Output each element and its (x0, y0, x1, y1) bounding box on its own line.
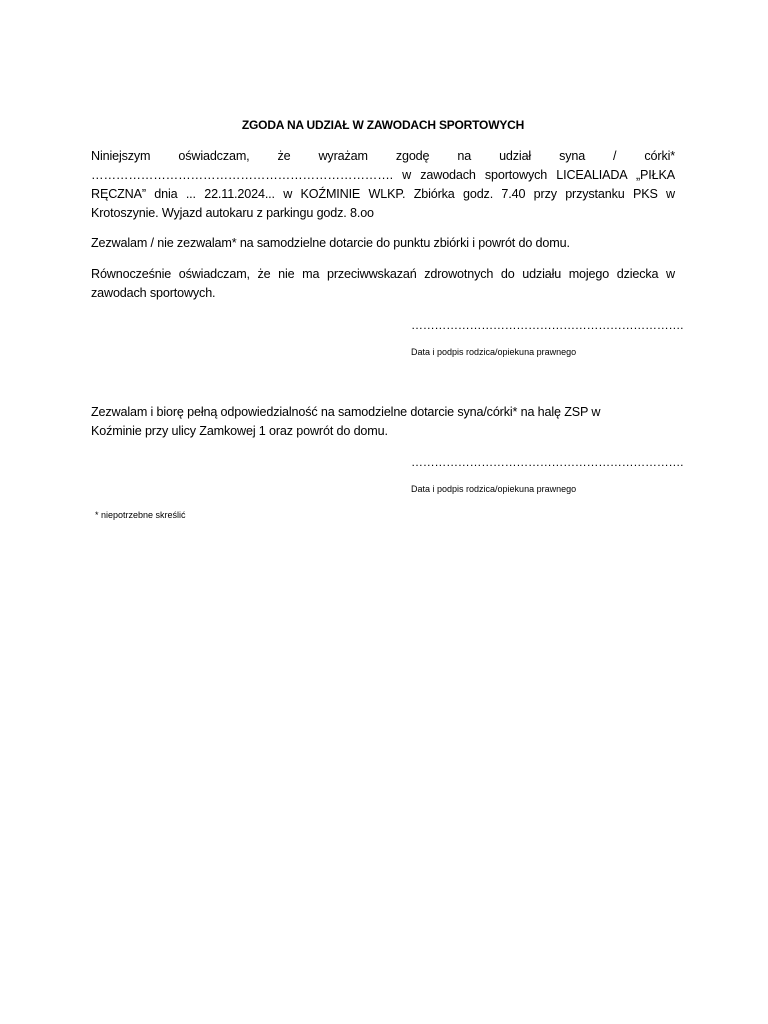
health-statement-paragraph: Równocześnie oświadczam, że nie ma przeciwwskazań zdrowotnych do udziału mojego dziecka w zawodach sportowych. (91, 267, 675, 300)
signature-block (411, 455, 684, 495)
signature-caption: Data i podpis rodzica/opiekuna prawnego (411, 484, 577, 494)
signature-line: ……………………………………………………………. (411, 318, 684, 332)
signature-line: ……………………………………………………………. (411, 455, 684, 469)
signature-caption: Data i podpis rodzica/opiekuna prawnego (411, 347, 577, 357)
footnote: * niepotrzebne skreślić (95, 510, 186, 520)
responsibility-paragraph: Zezwalam i biorę pełną odpowiedzialność na samodzielne dotarcie syna/córki* na halę ZSP w Koźminie przy ulicy Zamkowej 1 oraz powrót do domu. (91, 405, 601, 438)
travel-permission-paragraph: Zezwalam / nie zezwalam* na samodzielne dotarcie do punktu zbiórki i powrót do domu. (91, 236, 570, 250)
consent-paragraph: Niniejszym oświadczam, że wyrażam zgodę na udział syna / córki* ………………………………………………………………. w zawodach sportowych LICEALIADA „PIŁKA RĘCZNA” dnia ... 22.11.2024... w KOŹMINIE WLKP. Zbiórka godz. 7.40 przy przystanku PKS w Krotoszynie. Wyjazd autokaru z parkingu godz. 8.oo (91, 149, 675, 220)
document-title: ZGODA NA UDZIAŁ W ZAWODACH SPORTOWYCH (241, 118, 525, 132)
signature-block (411, 318, 684, 358)
